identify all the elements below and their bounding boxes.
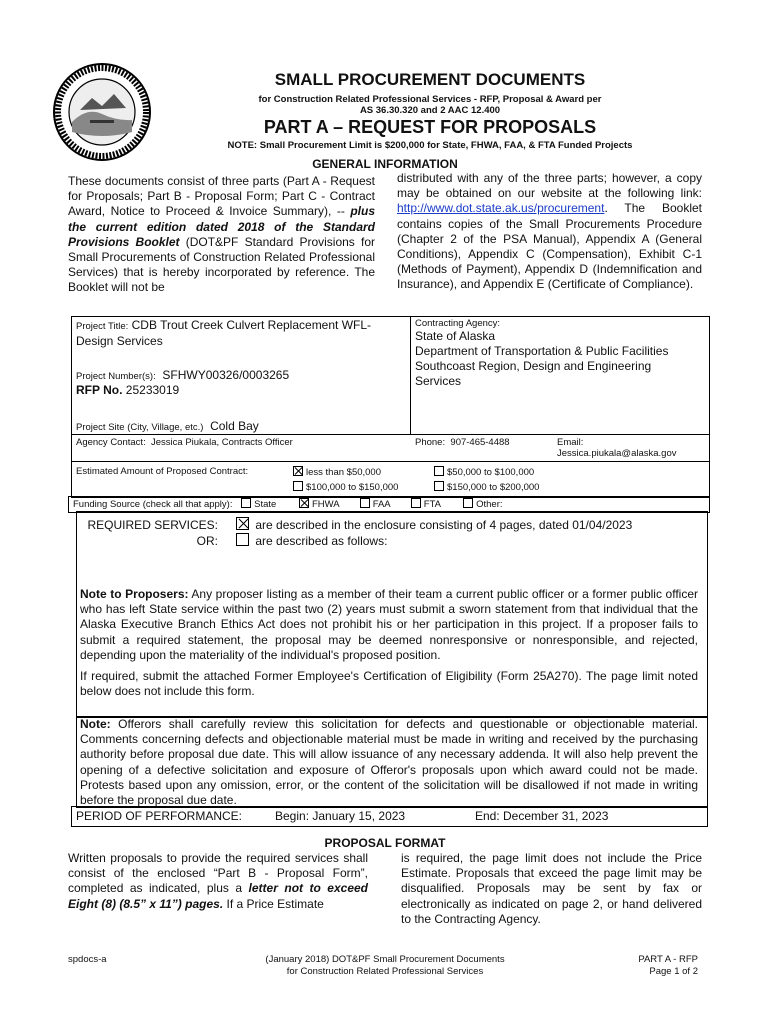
checkbox-icon[interactable] [360, 498, 370, 508]
checkbox-checked-icon[interactable] [299, 498, 309, 508]
contracting-agency-field: Contracting Agency: State of Alaska Department of Transportation & Public Facilities Southcoast Region, Design and Engineering Services [415, 318, 669, 388]
funding-source-row: Funding Source (check all that apply): State FHWA FAA FTA Other: [68, 496, 710, 513]
amount-option-under-50k[interactable]: less than $50,000 [293, 466, 381, 478]
checkbox-checked-icon[interactable] [293, 466, 303, 476]
agency-contact-field: Agency Contact: Jessica Piukala, Contracts Officer [76, 437, 293, 448]
period-end: End: December 31, 2023 [475, 809, 609, 823]
required-services-label: REQUIRED SERVICES: OR: [87, 518, 218, 548]
amount-option-50k-100k[interactable]: $50,000 to $100,000 [434, 466, 534, 478]
checkbox-icon[interactable] [411, 498, 421, 508]
checkbox-icon[interactable] [434, 481, 444, 491]
project-title-field: Project Title: CDB Trout Creek Culvert Replacement WFL-Design Services [76, 318, 372, 348]
project-number-field: Project Number(s): SFHWY00326/0003265 [76, 368, 290, 382]
proposal-format-heading: PROPOSAL FORMAT [324, 836, 446, 850]
footer-page-info: PART A - RFP Page 1 of 2 [600, 954, 698, 978]
rfp-number-field: RFP No. 25233019 [76, 383, 180, 397]
page-number: Page 1 of 2 [649, 966, 698, 977]
former-employee-note: If required, submit the attached Former Employee's Certification of Eligibility (Form 25A270). The page limit noted below does not include this form. [80, 669, 698, 699]
general-info-left-column: These documents consist of three parts (Part A - Request for Proposals; Part B - Proposal Form; Part C - Contract Award, Notice to Proceed & Invoice Summary), -- plus the current edition dated 2018 of the Standard Provisions Booklet (DOT&PF Standard Provisions for Small Procurements of Construction Related Professional Services) that is hereby incorporated by reference. The Booklet will not be [68, 174, 375, 295]
document-title: SMALL PROCUREMENT DOCUMENTS [274, 70, 586, 89]
amount-option-150k-200k[interactable]: $150,000 to $200,000 [434, 481, 539, 493]
required-services-options: are described in the enclosure consisting of 4 pages, dated 01/04/2023 are described as follows: [236, 517, 632, 549]
period-begin: Begin: January 15, 2023 [275, 809, 406, 823]
note-to-proposers: Note to Proposers: Any proposer listing as a member of their team a current public officer or a former public officer who has left State service within the past two (2) years must submit a sworn statement from that individual that the Alaska Executive Branch Ethics Act does not prohibit his or her participation in this project. If a proposer fails to submit a required statement, the proposal may be deemed nonresponsive or nonresponsible, and rejected, depending upon the materiality of the individual's proposed position. [80, 587, 698, 662]
project-site-field: Project Site (City, Village, etc.) Cold Bay [76, 419, 259, 433]
checkbox-checked-icon[interactable] [236, 517, 249, 530]
proposal-format-left-column: Written proposals to provide the required services shall consist of the enclosed “Part B - Proposal Form”, completed as indicated, plus a letter not to exceed Eight (8) (8.5” x 11”) pages. If a Price Estimate [68, 851, 369, 911]
note-to-offerors: Note: Offerors shall carefully review this solicitation for defects and questionable or objectionable material. Comments concerning defects and objectionable material must be made in writing and received by the purchasing authority before proposal due date. This will allow issuance of any necessary addenda. It will also help prevent the opening of a defective solicitation and exposure of Offeror's proposals upon which award could not be made. Protests based upon any omission, error, or the content of the solicitation will be disallowed if not made in writing before the proposal due date. [80, 717, 698, 808]
amount-label: Estimated Amount of Proposed Contract: [76, 466, 249, 477]
checkbox-icon[interactable] [241, 498, 251, 508]
limit-note: NOTE: Small Procurement Limit is $200,000 for State, FHWA, FAA, & FTA Funded Projects [227, 140, 633, 151]
document-subtitle: for Construction Related Professional Services - RFP, Proposal & Award per AS 36.30.320 and 2 AAC 12.400 [258, 94, 602, 116]
period-of-performance-row: PERIOD OF PERFORMANCE: Begin: January 15, 2023 End: December 31, 2023 [71, 806, 708, 827]
dot-seal-logo [52, 62, 152, 162]
part-title: PART A – REQUEST FOR PROPOSALS [263, 117, 597, 137]
phone-field: Phone: 907-465-4488 [415, 437, 510, 448]
procurement-link[interactable]: http://www.dot.state.ak.us/procurement [397, 201, 605, 216]
email-field: Email: Jessica.piukala@alaska.gov [557, 437, 677, 459]
amount-option-100k-150k[interactable]: $100,000 to $150,000 [293, 481, 398, 493]
proposal-format-right-column: is required, the page limit does not include the Price Estimate. Proposals that exceed the page limit may be disqualified. Proposals may be sent by fax or electronically as indicated on page 2, or hand delivered to the Contracting Agency. [401, 851, 702, 926]
footer-center: (January 2018) DOT&PF Small Procurement Documents for Construction Related Professional Services [265, 954, 505, 977]
general-information-heading: GENERAL INFORMATION [312, 157, 458, 171]
checkbox-icon[interactable] [293, 481, 303, 491]
checkbox-icon[interactable] [463, 498, 473, 508]
checkbox-icon[interactable] [236, 533, 249, 546]
footer-doc-code: spdocs-a [68, 954, 107, 965]
checkbox-icon[interactable] [434, 466, 444, 476]
general-info-right-column: distributed with any of the three parts; however, a copy may be obtained on our website at the following link: http://www.dot.state.ak.us/procurement. The Booklet contains copies of the Small Procurements Procedure (Chapter 2 of the PSA Manual), Appendix A (General Conditions), Appendix C (Compensation), Exhibit C-1 (Methods of Payment), Appendix D (Indemnification and Insurance), and Appendix E (Certificate of Compliance). [397, 171, 702, 292]
